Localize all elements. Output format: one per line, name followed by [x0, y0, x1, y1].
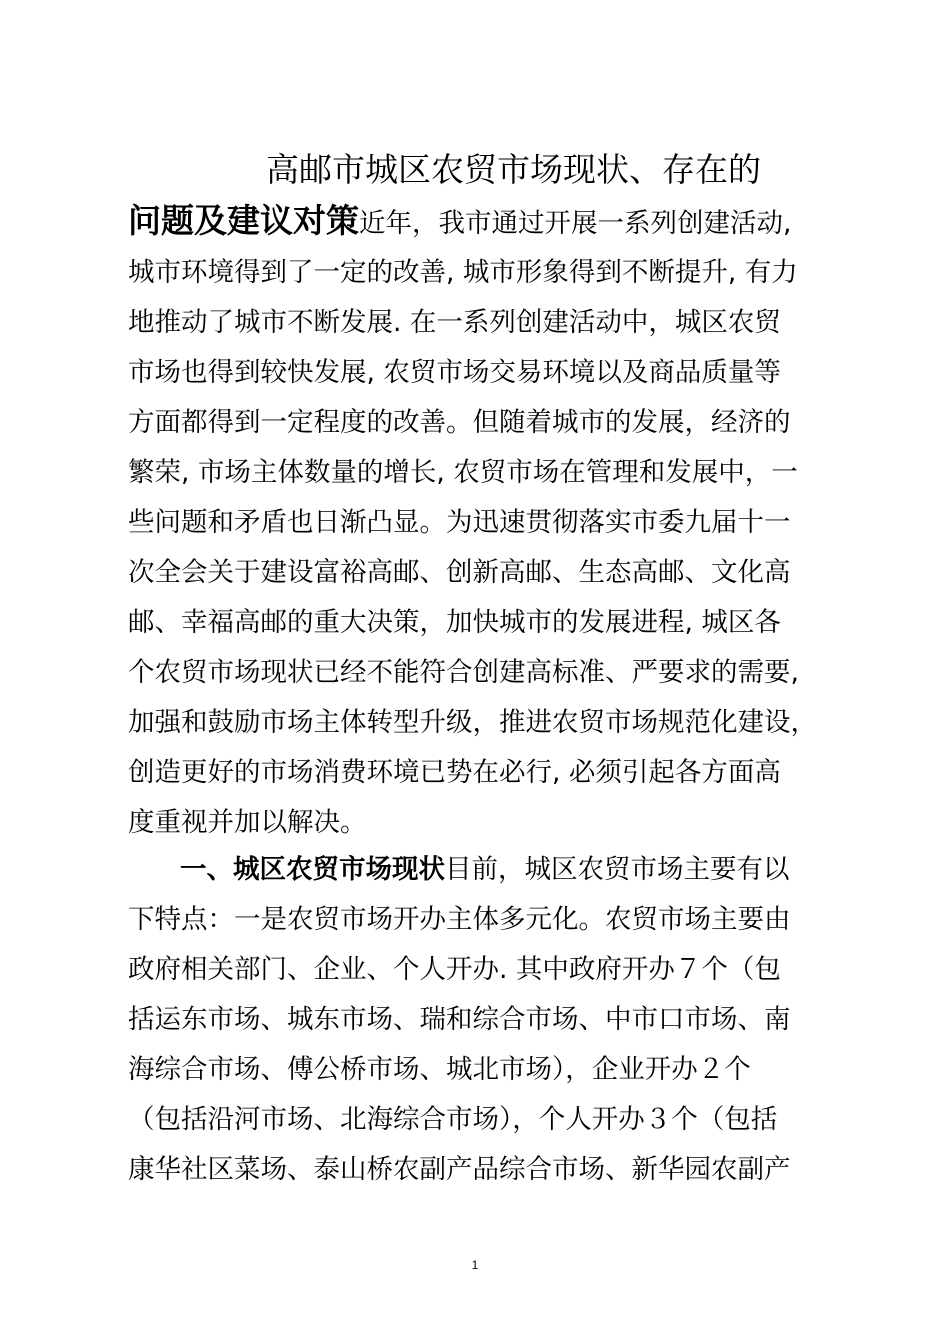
paragraph-line: 邮、幸福高邮的重大决策，加快城市的发展进程, 城区各: [128, 607, 781, 638]
paragraph-line: 下特点：一是农贸市场开办主体多元化。农贸市场主要由: [128, 904, 791, 935]
paragraph-line: 海综合市场、傅公桥市场、城北市场），企业开办２个: [128, 1054, 751, 1085]
paragraph-line: 康华社区菜场、泰山桥农副产品综合市场、新华园农副产: [128, 1154, 791, 1185]
paragraph-line: 些问题和矛盾也日渐凸显。为迅速贯彻落实市委九届十一: [128, 507, 791, 538]
paragraph-line: 政府相关部门、企业、个人开办. 其中政府开办７个（包: [128, 954, 781, 985]
paragraph-line: （包括沿河市场、北海综合市场），个人开办３个（包括: [128, 1104, 778, 1135]
paragraph-line: 次全会关于建设富裕高邮、创新高邮、生态高邮、文化高: [128, 557, 791, 588]
section-heading: 一、城区农贸市场现状: [180, 854, 445, 885]
paragraph-line: 方面都得到一定程度的改善。但随着城市的发展，经济的: [128, 407, 791, 438]
paragraph-line: 创造更好的市场消费环境已势在必行, 必须引起各方面高: [128, 757, 781, 788]
paragraph-line: 括运东市场、城东市场、瑞和综合市场、中市口市场、南: [128, 1004, 791, 1035]
section-line: [180, 852, 880, 888]
section-text: 目前，城区农贸市场主要有以: [445, 854, 790, 885]
title-line-1: [266, 150, 950, 190]
paragraph-line: 地推动了城市不断发展. 在一系列创建活动中，城区农贸: [128, 307, 781, 338]
paragraph-line: 度重视并加以解决。: [128, 807, 367, 838]
paragraph-line: 繁荣, 市场主体数量的增长, 农贸市场在管理和发展中，一: [128, 457, 798, 488]
document-title-part1: 高邮市城区农贸市场现状、存在的: [266, 150, 761, 189]
paragraph-line: 近年，我市通过开展一系列创建活动,: [359, 208, 792, 239]
paragraph-line: 个农贸市场现状已经不能符合创建高标准、严要求的需要,: [128, 657, 799, 688]
document-title-part2: 问题及建议对策: [128, 201, 359, 240]
page-number: 1: [471, 1258, 479, 1272]
paragraph-line: 城市环境得到了一定的改善, 城市形象得到不断提升, 有力: [128, 257, 798, 288]
paragraph-line: 加强和鼓励市场主体转型升级，推进农贸市场规范化建设，: [128, 707, 817, 738]
title-line-2: [128, 201, 828, 244]
paragraph-line: 市场也得到较快发展, 农贸市场交易环境以及商品质量等: [128, 357, 781, 388]
